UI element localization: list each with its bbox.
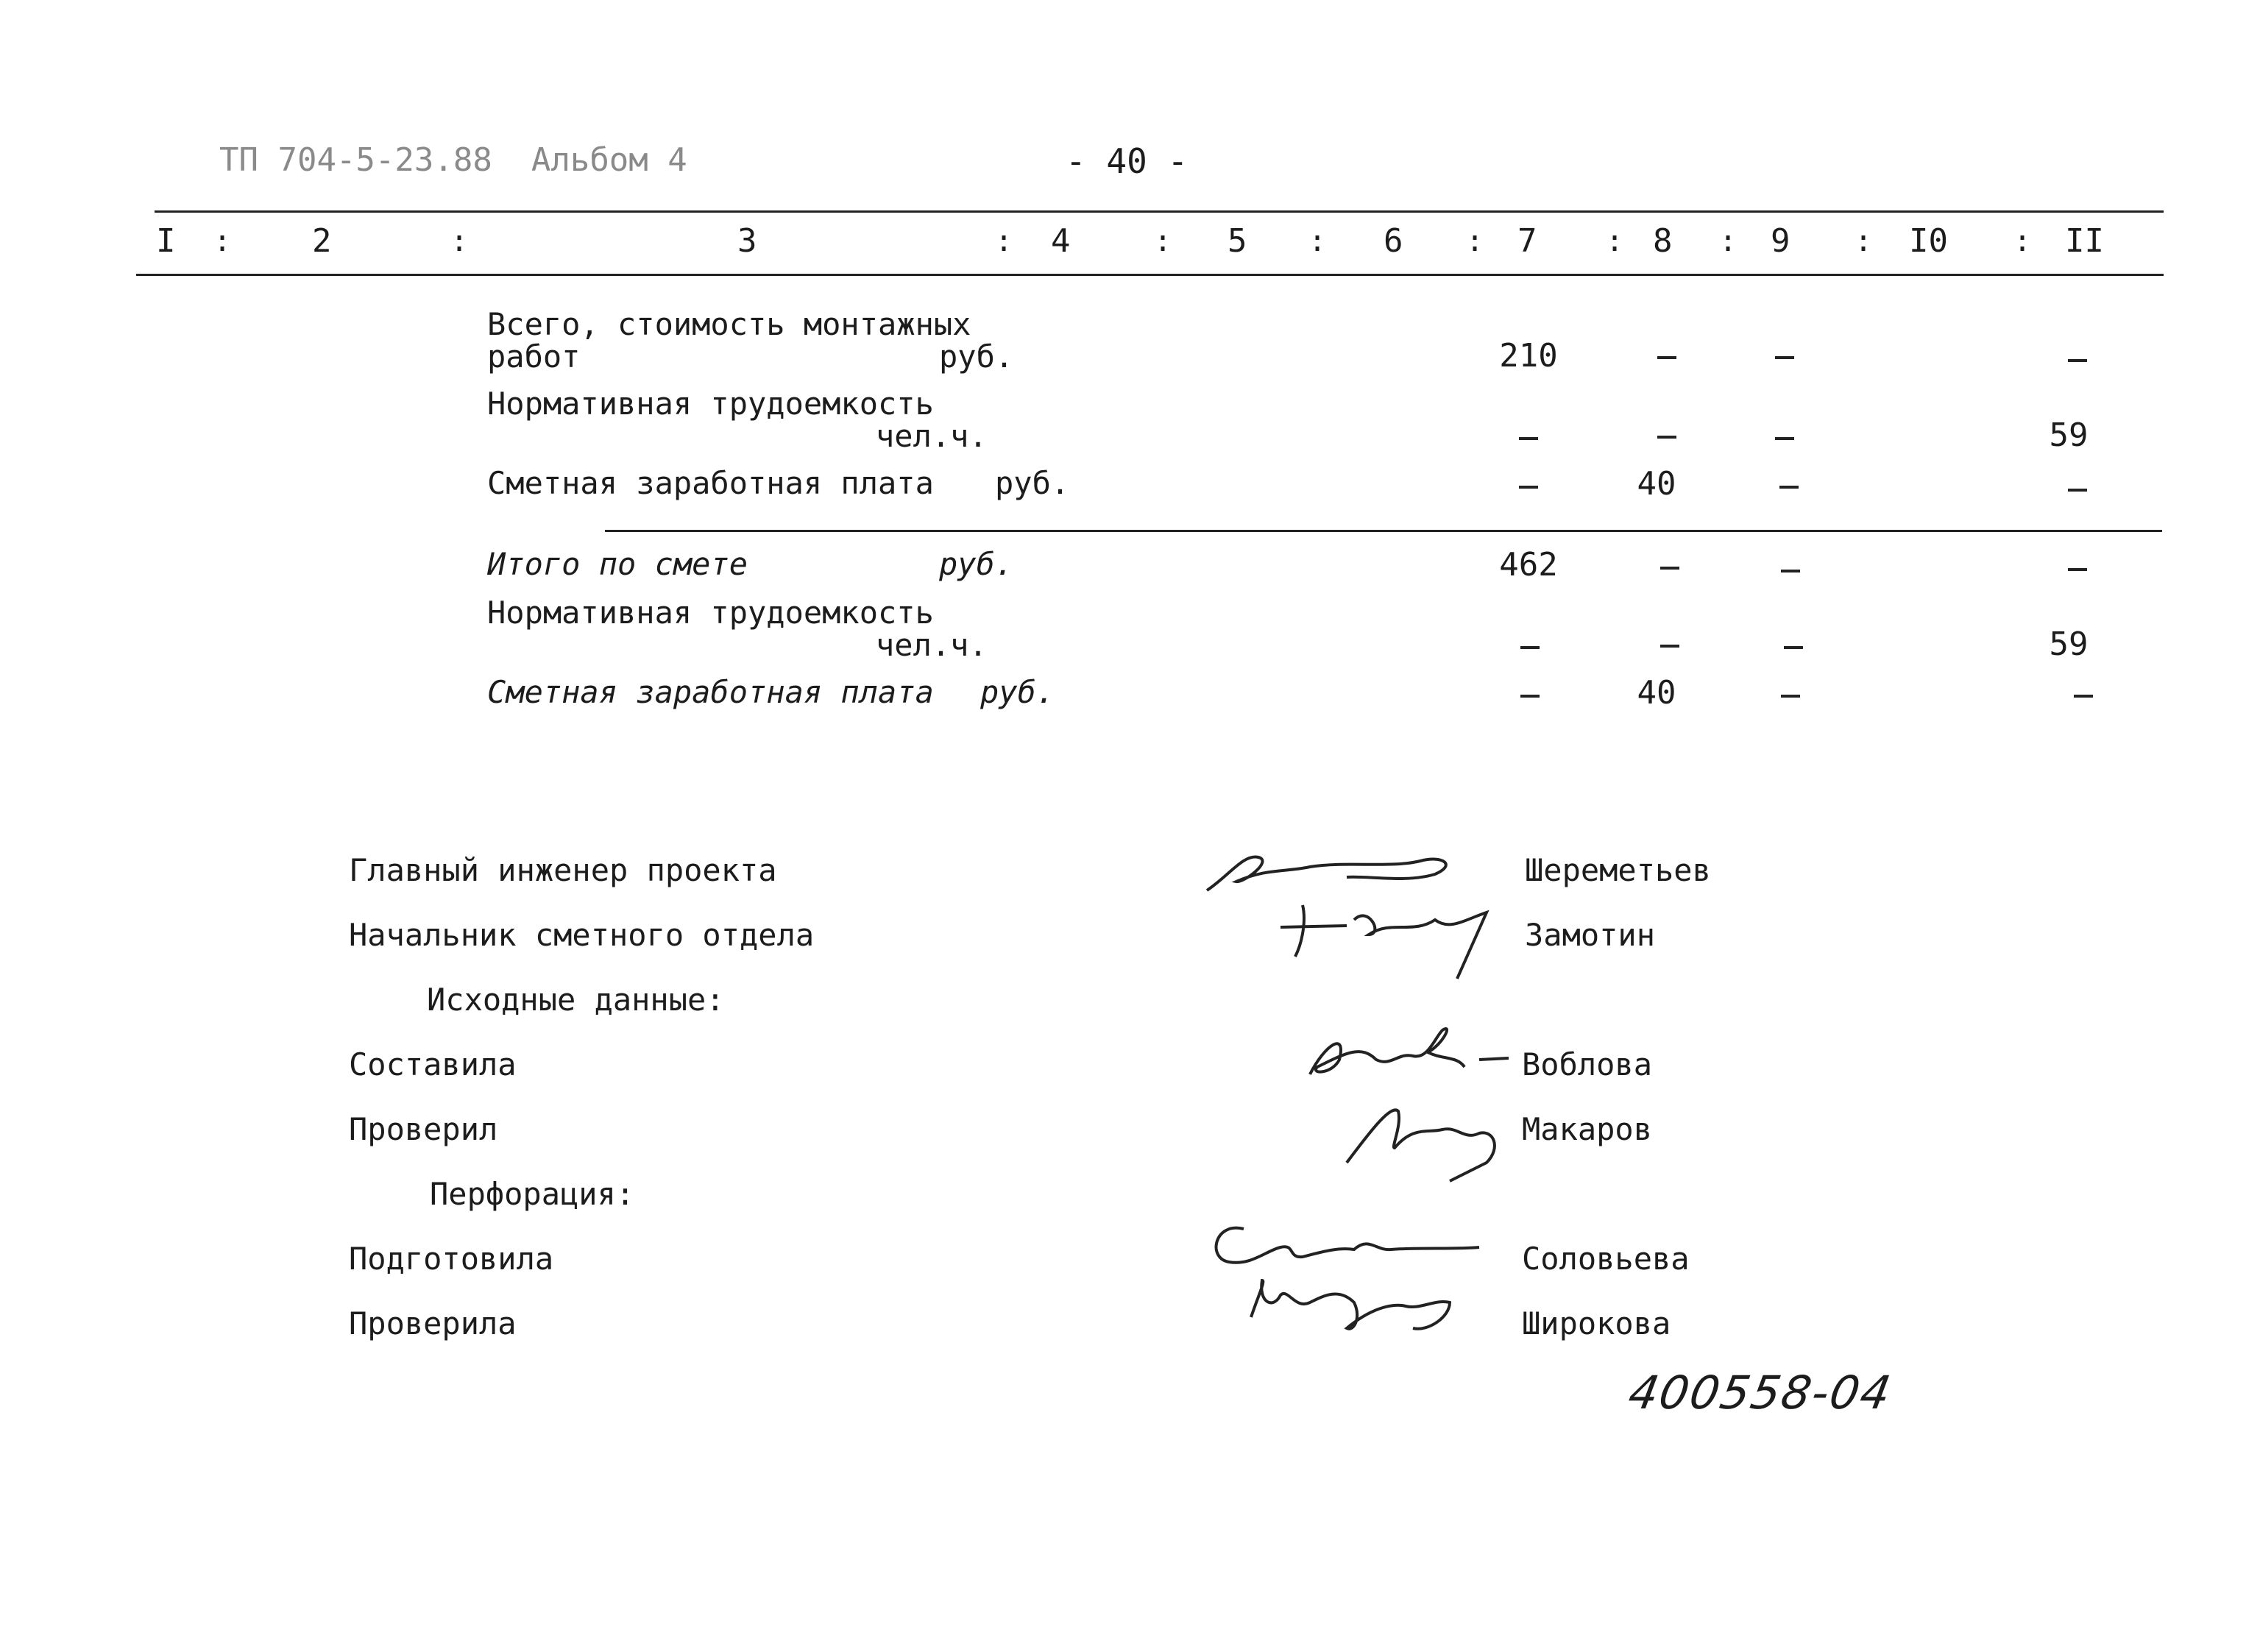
subtotal-rule: [605, 530, 2162, 532]
cell-col11: 59: [2049, 416, 2089, 454]
column-separator: :: [1606, 224, 1624, 258]
cell-col8-dash: [1657, 436, 1676, 439]
table-top-rule: [155, 210, 2164, 213]
cell-col7-dash: [1519, 437, 1538, 440]
row-unit: руб.: [980, 674, 1055, 710]
cell-col8-dash: [1660, 645, 1679, 648]
column-separator: :: [1154, 224, 1172, 258]
cell-col7: 462: [1499, 546, 1558, 584]
name-zamotin: Замотин: [1525, 917, 1656, 953]
column-number: 9: [1771, 222, 1790, 260]
row-unit: руб.: [939, 546, 1014, 582]
column-number: 6: [1384, 222, 1403, 260]
row-unit: чел.ч.: [876, 418, 988, 454]
role-prepared: Подготовила: [349, 1241, 554, 1277]
row-label: работ: [487, 338, 581, 375]
cell-col9-dash: [1781, 695, 1800, 698]
role-compiled: Составила: [349, 1046, 517, 1082]
cell-col9-dash: [1781, 570, 1800, 572]
cell-col8: 40: [1637, 465, 1676, 503]
row-unit: чел.ч.: [876, 627, 988, 663]
cell-col7-dash: [1520, 646, 1540, 649]
signature-makarov: [1339, 1089, 1516, 1185]
document-code: ТП 704-5-23.88 Альбом 4: [219, 141, 687, 179]
column-number: 4: [1051, 222, 1071, 260]
column-number: I: [156, 222, 176, 260]
signature-zamotin: [1273, 890, 1516, 986]
column-separator: :: [1719, 224, 1737, 258]
column-separator: :: [2013, 224, 2032, 258]
column-number: I0: [1909, 222, 1948, 260]
cell-col7-dash: [1519, 486, 1538, 489]
cell-col9-dash: [1784, 646, 1803, 649]
row-unit: руб.: [995, 465, 1070, 501]
column-separator: :: [1308, 224, 1327, 258]
role-chief-engineer: Главный инженер проекта: [349, 852, 777, 888]
column-separator: :: [213, 224, 232, 258]
cell-col8-dash: [1660, 567, 1679, 570]
row-label: Сметная заработная плата: [487, 674, 934, 710]
role-checked: Проверил: [349, 1111, 498, 1147]
column-number: 8: [1653, 222, 1673, 260]
page-number: - 40 -: [1066, 141, 1189, 181]
role-source-data: Исходные данные:: [427, 982, 725, 1018]
column-number: 3: [737, 222, 757, 260]
column-separator: :: [1466, 224, 1484, 258]
role-perforation: Перфорация:: [430, 1176, 635, 1212]
cell-col9-dash: [1779, 486, 1799, 489]
signature-voblova: [1295, 1015, 1516, 1089]
cell-col11: 59: [2049, 625, 2089, 663]
cell-col8: 40: [1637, 674, 1676, 712]
column-separator: :: [995, 224, 1013, 258]
signature-shirokova: [1229, 1258, 1472, 1339]
role-head-estimates: Начальник сметного отдела: [349, 917, 815, 953]
column-number: 7: [1517, 222, 1537, 260]
cell-col9-dash: [1775, 437, 1794, 440]
row-label: Сметная заработная плата: [487, 465, 934, 501]
role-checked-2: Проверила: [349, 1305, 517, 1341]
name-voblova: Воблова: [1522, 1046, 1653, 1082]
name-solovyeva: Соловьева: [1522, 1241, 1690, 1277]
cell-col11-dash: [2068, 359, 2087, 362]
row-unit: руб.: [939, 338, 1014, 375]
row-label: Всего, стоимость монтажных: [487, 306, 971, 342]
row-label: Нормативная трудоемкость: [487, 386, 934, 422]
cell-col11-dash: [2068, 568, 2087, 571]
table-header-bottom-rule: [136, 274, 2164, 276]
column-separator: :: [450, 224, 469, 258]
name-shirokova: Широкова: [1522, 1305, 1671, 1341]
column-number: 5: [1228, 222, 1247, 260]
column-number: II: [2065, 222, 2104, 260]
archive-number: 400558-04: [1624, 1366, 1896, 1419]
name-makarov: Макаров: [1522, 1111, 1653, 1147]
cell-col7-dash: [1520, 695, 1540, 698]
cell-col7: 210: [1499, 337, 1558, 375]
cell-col8-dash: [1657, 356, 1676, 359]
cell-col11-dash: [2068, 489, 2087, 492]
row-label: Нормативная трудоемкость: [487, 595, 934, 631]
cell-col11-dash: [2074, 695, 2093, 698]
cell-col9-dash: [1775, 356, 1794, 359]
row-label: Итого по смете: [487, 546, 748, 582]
column-number: 2: [312, 222, 332, 260]
name-sheremetyev: Шереметьев: [1525, 852, 1711, 888]
column-separator: :: [1855, 224, 1873, 258]
